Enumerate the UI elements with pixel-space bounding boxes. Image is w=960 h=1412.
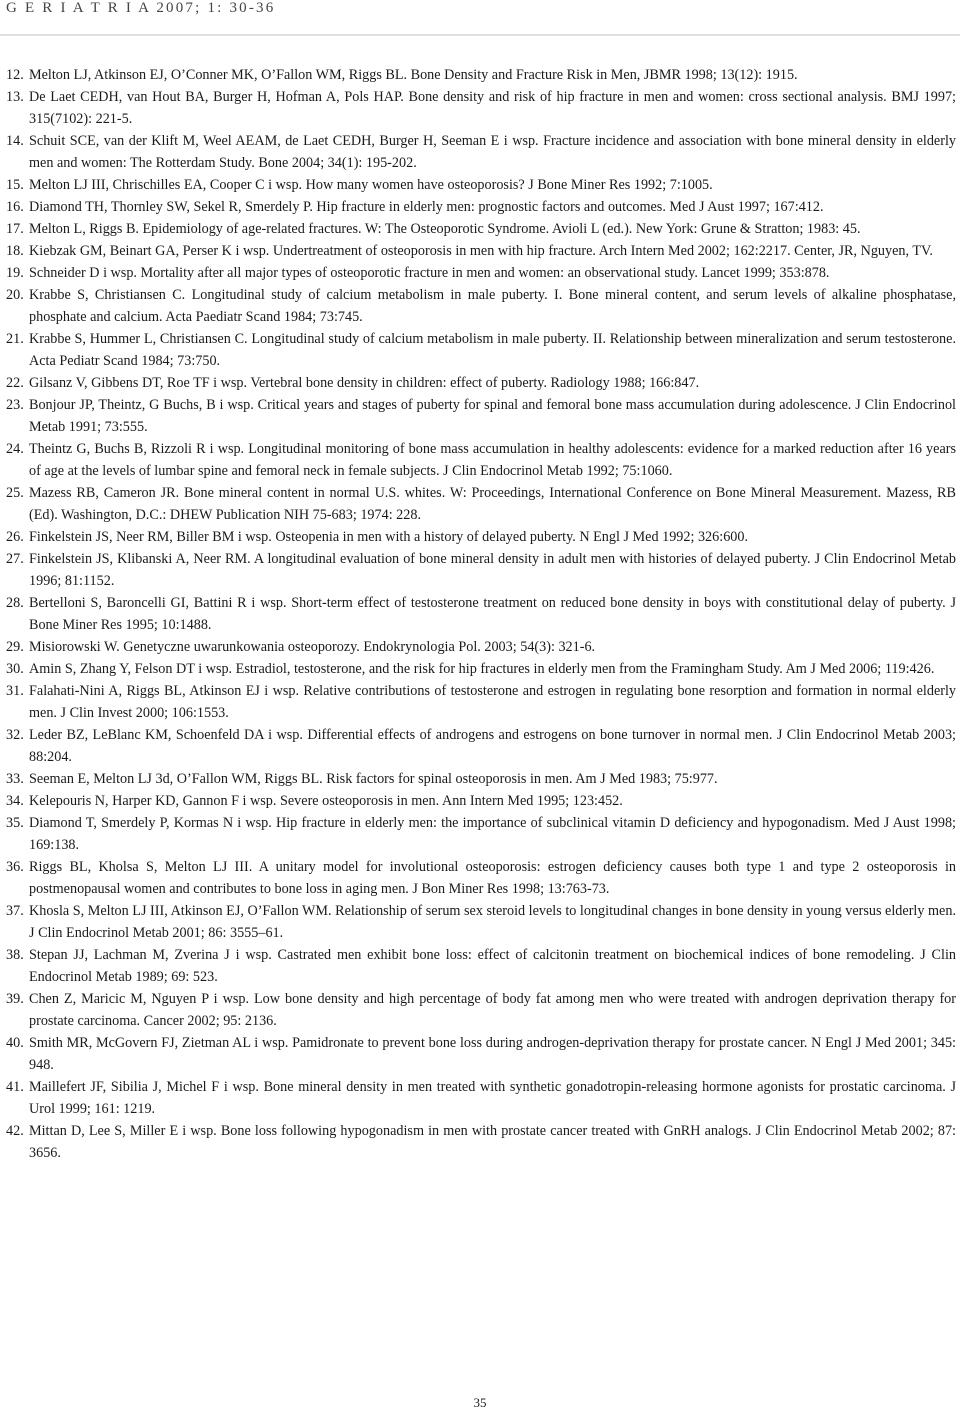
reference-number: 36. bbox=[6, 859, 24, 875]
reference-item bbox=[6, 658, 956, 680]
reference-item bbox=[6, 86, 956, 130]
reference-number: 38. bbox=[6, 947, 24, 963]
reference-number: 22. bbox=[6, 375, 24, 391]
reference-number: 37. bbox=[6, 903, 24, 919]
reference-item bbox=[6, 1032, 956, 1076]
reference-text: Melton LJ III, Chrischilles EA, Cooper C i wsp. How many women have osteoporosis? J Bone Miner Res 1992; 7:1005. bbox=[29, 177, 713, 193]
reference-number: 27. bbox=[6, 551, 24, 567]
reference-text: Mittan D, Lee S, Miller E i wsp. Bone loss following hypogonadism in men with prostate cancer treated with GnRH analogs. J Clin Endocrinol Metab 2002; 87: 3656. bbox=[29, 1123, 956, 1161]
reference-text: Melton L, Riggs B. Epidemiology of age-related fractures. W: The Osteoporotic Syndrome. Avioli L (ed.). New York: Grune & Stratton; 1983: 45. bbox=[29, 221, 861, 237]
reference-number: 15. bbox=[6, 177, 24, 193]
reference-item bbox=[6, 548, 956, 592]
reference-text: Bonjour JP, Theintz, G Buchs, B i wsp. Critical years and stages of puberty for spinal and femoral bone mass accumulation during adolescence. J Clin Endocrinol Metab 1991; 73:555. bbox=[29, 397, 956, 435]
reference-text: Stepan JJ, Lachman M, Zverina J i wsp. Castrated men exhibit bone loss: effect of calcitonin treatment on biochemical indices of bone remodeling. J Clin Endocrinol Metab 1989; 69: 523. bbox=[29, 947, 956, 985]
reference-text: Bertelloni S, Baroncelli GI, Battini R i wsp. Short-term effect of testosterone treatment on reduced bone density in boys with constitutional delay of puberty. J Bone Miner Res 1995; 10:1488. bbox=[29, 595, 956, 633]
reference-number: 35. bbox=[6, 815, 24, 831]
reference-number: 39. bbox=[6, 991, 24, 1007]
reference-text: Schneider D i wsp. Mortality after all major types of osteoporotic fracture in men and women: an observational study. Lancet 1999; 353:878. bbox=[29, 265, 830, 281]
reference-item bbox=[6, 284, 956, 328]
reference-number: 31. bbox=[6, 683, 24, 699]
reference-item bbox=[6, 218, 956, 240]
reference-number: 25. bbox=[6, 485, 24, 501]
reference-text: De Laet CEDH, van Hout BA, Burger H, Hofman A, Pols HAP. Bone density and risk of hip fracture in men and women: cross sectional analysis. BMJ 1997; 315(7102): 221-5. bbox=[29, 89, 956, 127]
reference-number: 30. bbox=[6, 661, 24, 677]
reference-number: 41. bbox=[6, 1079, 24, 1095]
reference-text: Diamond T, Smerdely P, Kormas N i wsp. Hip fracture in elderly men: the importance of subclinical vitamin D deficiency and hypogonadism. Med J Aust 1998; 169:138. bbox=[29, 815, 956, 853]
reference-text: Krabbe S, Hummer L, Christiansen C. Longitudinal study of calcium metabolism in male puberty. II. Relationship between mineralization and serum testosterone. Acta Pediatr Scand 1984; 73:750. bbox=[29, 331, 956, 369]
reference-item bbox=[6, 482, 956, 526]
reference-list bbox=[6, 64, 956, 1164]
reference-number: 32. bbox=[6, 727, 24, 743]
reference-item bbox=[6, 1076, 956, 1120]
reference-text: Misiorowski W. Genetyczne uwarunkowania osteoporozy. Endokrynologia Pol. 2003; 54(3): 321-6. bbox=[29, 639, 596, 655]
reference-item bbox=[6, 372, 956, 394]
reference-number: 23. bbox=[6, 397, 24, 413]
reference-item bbox=[6, 944, 956, 988]
reference-item bbox=[6, 262, 956, 284]
reference-number: 16. bbox=[6, 199, 24, 215]
reference-number: 19. bbox=[6, 265, 24, 281]
reference-item bbox=[6, 988, 956, 1032]
reference-number: 33. bbox=[6, 771, 24, 787]
reference-text: Diamond TH, Thornley SW, Sekel R, Smerdely P. Hip fracture in elderly men: prognostic factors and outcomes. Med J Aust 1997; 167:412. bbox=[29, 199, 824, 215]
reference-item bbox=[6, 196, 956, 218]
reference-text: Leder BZ, LeBlanc KM, Schoenfeld DA i wsp. Differential effects of androgens and estrogens on bone turnover in normal men. J Clin Endocrinol Metab 2003; 88:204. bbox=[29, 727, 956, 765]
reference-item bbox=[6, 1120, 956, 1164]
reference-text: Kelepouris N, Harper KD, Gannon F i wsp. Severe osteoporosis in men. Ann Intern Med 1995; 123:452. bbox=[29, 793, 623, 809]
reference-item bbox=[6, 790, 956, 812]
reference-item bbox=[6, 900, 956, 944]
reference-item bbox=[6, 130, 956, 174]
reference-item bbox=[6, 768, 956, 790]
reference-text: Theintz G, Buchs B, Rizzoli R i wsp. Longitudinal monitoring of bone mass accumulation in healthy adolescents: evidence for a marked reduction after 16 years of age at the levels of lumbar spine and femoral neck in female subjects. J Clin Endocrinol Metab 1992; 75:1060. bbox=[29, 441, 956, 479]
reference-item bbox=[6, 394, 956, 438]
reference-item bbox=[6, 526, 956, 548]
reference-text: Melton LJ, Atkinson EJ, O’Conner MK, O’Fallon WM, Riggs BL. Bone Density and Fracture Risk in Men, JBMR 1998; 13(12): 1915. bbox=[29, 67, 798, 83]
reference-number: 29. bbox=[6, 639, 24, 655]
running-header: G E R I A T R I A 2007; 1: 30-36 bbox=[6, 0, 276, 16]
reference-number: 20. bbox=[6, 287, 24, 303]
reference-number: 17. bbox=[6, 221, 24, 237]
reference-text: Mazess RB, Cameron JR. Bone mineral content in normal U.S. whites. W: Proceedings, International Conference on Bone Mineral Measurement. Mazess, RB (Ed). Washington, D.C.: DHEW Publication NIH 75-683; 1974: 228. bbox=[29, 485, 956, 523]
reference-number: 40. bbox=[6, 1035, 24, 1051]
reference-text: Khosla S, Melton LJ III, Atkinson EJ, O’Fallon WM. Relationship of serum sex steroid levels to longitudinal changes in bone density in young versus elderly men. J Clin Endocrinol Metab 2001; 86: 3555–61. bbox=[29, 903, 956, 941]
reference-text: Riggs BL, Kholsa S, Melton LJ III. A unitary model for involutional osteoporosis: estrogen deficiency causes both type 1 and type 2 osteoporosis in postmenopausal women and contributes to bone loss in aging men. J Bon Miner Res 1998; 13:763-73. bbox=[29, 859, 956, 897]
reference-number: 12. bbox=[6, 67, 24, 83]
reference-number: 26. bbox=[6, 529, 24, 545]
header-divider bbox=[0, 34, 960, 36]
reference-item bbox=[6, 438, 956, 482]
reference-number: 21. bbox=[6, 331, 24, 347]
reference-text: Falahati-Nini A, Riggs BL, Atkinson EJ i wsp. Relative contributions of testosterone and estrogen in regulating bone resorption and formation in normal elderly men. J Clin Invest 2000; 106:1553. bbox=[29, 683, 956, 721]
reference-number: 42. bbox=[6, 1123, 24, 1139]
reference-number: 14. bbox=[6, 133, 24, 149]
reference-text: Finkelstein JS, Neer RM, Biller BM i wsp. Osteopenia in men with a history of delayed puberty. N Engl J Med 1992; 326:600. bbox=[29, 529, 749, 545]
reference-item bbox=[6, 592, 956, 636]
reference-text: Amin S, Zhang Y, Felson DT i wsp. Estradiol, testosterone, and the risk for hip fractures in elderly men from the Framingham Study. Am J Med 2006; 119:426. bbox=[29, 661, 935, 677]
reference-text: Gilsanz V, Gibbens DT, Roe TF i wsp. Vertebral bone density in children: effect of puberty. Radiology 1988; 166:847. bbox=[29, 375, 700, 391]
reference-text: Smith MR, McGovern FJ, Zietman AL i wsp. Pamidronate to prevent bone loss during androgen-deprivation therapy for prostate cancer. N Engl J Med 2001; 345: 948. bbox=[29, 1035, 956, 1073]
reference-text: Maillefert JF, Sibilia J, Michel F i wsp. Bone mineral density in men treated with synthetic gonadotropin-releasing hormone agonists for prostatic carcinoma. J Urol 1999; 161: 1219. bbox=[29, 1079, 956, 1117]
reference-item bbox=[6, 64, 956, 86]
reference-number: 28. bbox=[6, 595, 24, 611]
page-number: 35 bbox=[473, 1395, 487, 1410]
reference-item bbox=[6, 240, 956, 262]
reference-number: 24. bbox=[6, 441, 24, 457]
reference-number: 13. bbox=[6, 89, 24, 105]
reference-text: Schuit SCE, van der Klift M, Weel AEAM, de Laet CEDH, Burger H, Seeman E i wsp. Fracture incidence and association with bone mineral density in elderly men and women: The Rotterdam Study. Bone 2004; 34(1): 195-202. bbox=[29, 133, 956, 171]
reference-item bbox=[6, 680, 956, 724]
reference-number: 34. bbox=[6, 793, 24, 809]
reference-item bbox=[6, 636, 956, 658]
reference-item bbox=[6, 812, 956, 856]
reference-text: Krabbe S, Christiansen C. Longitudinal study of calcium metabolism in male puberty. I. Bone mineral content, and serum levels of alkaline phosphatase, phosphate and calcium. Acta Paediatr Scand 1984; 73:745. bbox=[29, 287, 956, 325]
reference-number: 18. bbox=[6, 243, 24, 259]
reference-text: Seeman E, Melton LJ 3d, O’Fallon WM, Riggs BL. Risk factors for spinal osteoporosis in men. Am J Med 1983; 75:977. bbox=[29, 771, 718, 787]
reference-item bbox=[6, 328, 956, 372]
reference-text: Kiebzak GM, Beinart GA, Perser K i wsp. Undertreatment of osteoporosis in men with hip fracture. Arch Intern Med 2002; 162:2217. Center, JR, Nguyen, TV. bbox=[29, 243, 933, 259]
reference-item bbox=[6, 724, 956, 768]
reference-text: Chen Z, Maricic M, Nguyen P i wsp. Low bone density and high percentage of body fat among men who were treated with androgen deprivation therapy for prostate carcinoma. Cancer 2002; 95: 2136. bbox=[29, 991, 956, 1029]
reference-text: Finkelstein JS, Klibanski A, Neer RM. A longitudinal evaluation of bone mineral density in adult men with histories of delayed puberty. J Clin Endocrinol Metab 1996; 81:1152. bbox=[29, 551, 956, 589]
reference-item bbox=[6, 174, 956, 196]
reference-item bbox=[6, 856, 956, 900]
